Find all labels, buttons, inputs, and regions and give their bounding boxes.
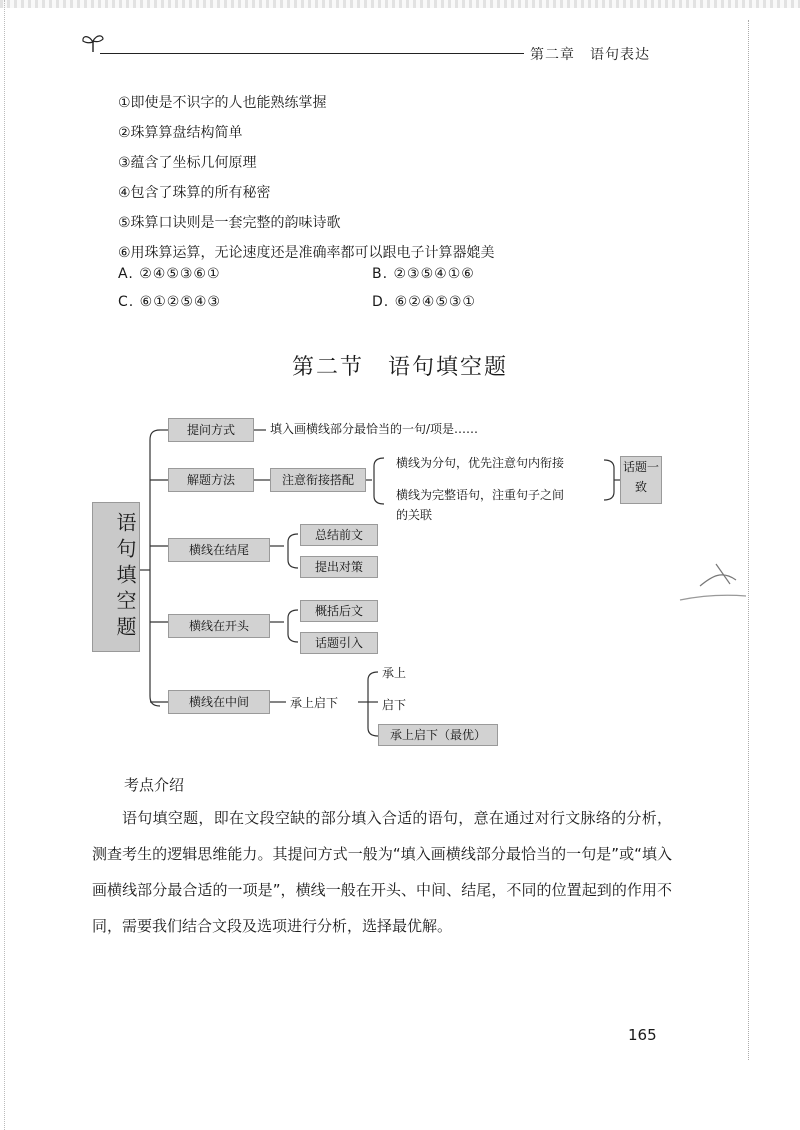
section-title: 第二节 语句填空题 (291, 355, 508, 380)
option-2: ②珠算算盘结构简单 (118, 125, 243, 141)
answer-d: D. ⑥②④⑤③① (372, 294, 476, 310)
mindmap-branch-solving-method: 解题方法 (168, 468, 254, 492)
answer-c: C. ⑥①②⑤④③ (118, 294, 221, 310)
answer-b: B. ②③⑤④①⑥ (372, 266, 475, 282)
option-1: ①即使是不识字的人也能熟练掌握 (118, 95, 327, 111)
mindmap-leaf-sentence-line2: 的关联 (396, 508, 433, 522)
scan-noise (0, 0, 800, 8)
mindmap-leaf-introduce: 话题引入 (300, 632, 378, 654)
mindmap-branch-blank-end: 横线在结尾 (168, 538, 270, 562)
option-4: ④包含了珠算的所有秘密 (118, 185, 271, 201)
header-rule (100, 53, 524, 54)
option-5: ⑤珠算口诀则是一套完整的韵味诗歌 (118, 215, 341, 231)
sprout-icon (80, 32, 106, 54)
mindmap-leaf-best: 承上启下（最优） (378, 724, 498, 746)
mindmap-branch-blank-start: 横线在开头 (168, 614, 270, 638)
mindmap-node-cohesion: 注意衔接搭配 (270, 468, 366, 492)
page-number: 165 (628, 1026, 657, 1044)
mindmap-branch-question-format: 提问方式 (168, 418, 254, 442)
mindmap-leaf-sentence-line1: 横线为完整语句，注重句子之间 (396, 488, 565, 502)
intro-heading: 考点介绍 (124, 776, 185, 794)
option-3: ③蕴含了坐标几何原理 (118, 155, 257, 171)
mindmap-leaf-preceding: 承上 (382, 666, 407, 680)
mindmap-leaf-clause: 横线为分句，优先注意句内衔接 (396, 456, 565, 470)
mindmap-leaf-propose: 提出对策 (300, 556, 378, 578)
mindmap-tag-topic: 话题一致 (620, 456, 662, 504)
answer-a: A. ②④⑤③⑥① (118, 266, 221, 282)
mindmap-leaf-generalize: 概括后文 (300, 600, 378, 622)
option-6: ⑥用珠算运算，无论速度还是准确率都可以跟电子计算器媲美 (118, 245, 495, 261)
mindmap-leaf-following: 启下 (382, 698, 407, 712)
intro-paragraph: 语句填空题，即在文段空缺的部分填入合适的语句，意在通过对行文脉络的分析，测查考生的逻辑思维能力。其提问方式一般为“填入画横线部分最恰当的一句是”或“填入画横线部分最合适的一项是”，横线一般在开头、中间、结尾，不同的位置起到的作用不同，需要我们结合文段及选项进行分析，选择最优解。 (92, 809, 672, 935)
mindmap-root: 语句填空题 (92, 502, 140, 652)
mindmap-leaf-summarize: 总结前文 (300, 524, 378, 546)
mindmap-node-transition: 承上启下 (290, 696, 339, 710)
chapter-header: 第二章 语句表达 (530, 47, 650, 63)
mindmap-branch-blank-middle: 横线在中间 (168, 690, 270, 714)
mindmap-question-format-text: 填入画横线部分最恰当的一句/项是…… (270, 422, 479, 436)
